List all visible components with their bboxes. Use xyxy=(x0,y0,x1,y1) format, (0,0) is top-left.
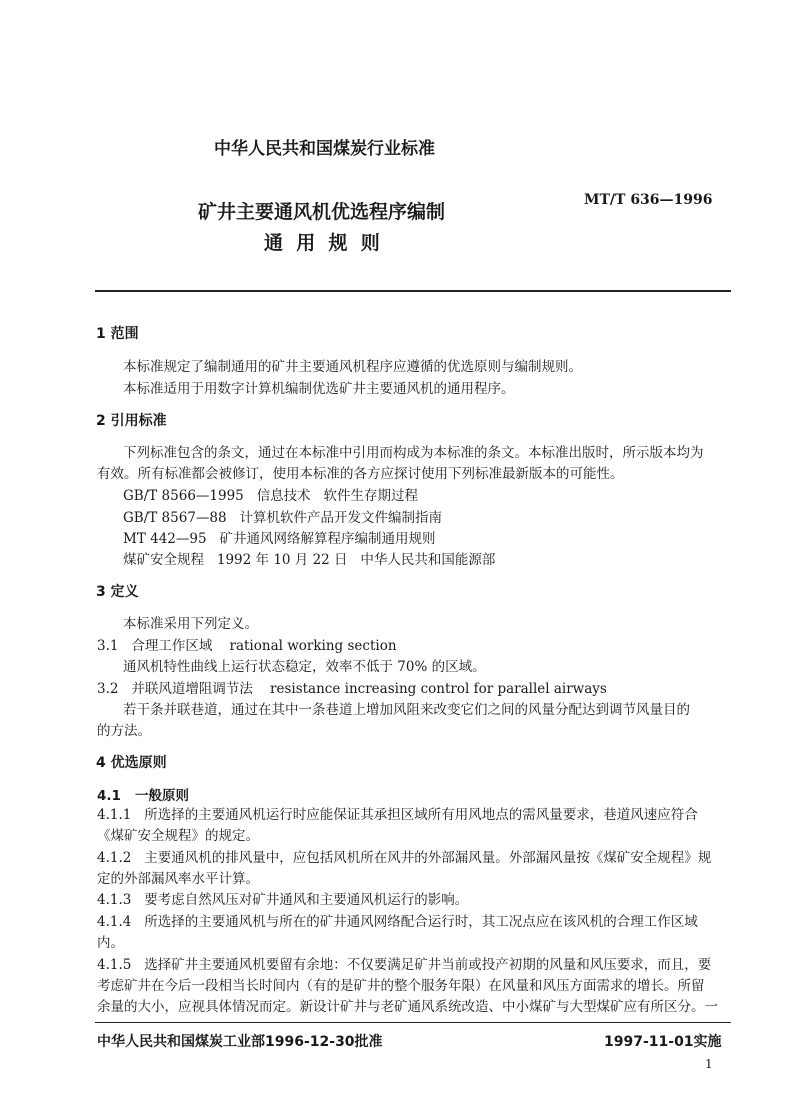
section-2-para-line2: 有效。所有标准都会被修订，使用本标准的各方应探讨使用下列标准最新版本的可能性。 xyxy=(97,466,624,482)
effective-date: 1997-11-01实施 xyxy=(604,1034,722,1050)
section-1-heading: 1 范围 xyxy=(96,326,139,342)
org-title: 中华人民共和国煤炭行业标准 xyxy=(214,139,435,159)
section-2-heading: 2 引用标准 xyxy=(96,413,167,429)
page-number: 1 xyxy=(705,1057,713,1071)
section-3-intro: 本标准采用下列定义。 xyxy=(123,616,258,632)
subsection-4-1-heading: 4.1 一般原则 xyxy=(97,788,190,804)
definition-3-2-line1: 若干条并联巷道，通过在其中一条巷道上增加风阻来改变它们之间的风量分配达到调节风量目的 xyxy=(123,702,690,718)
definition-3-2-title: 3.2 并联风道增阻调节法 resistance increasing control for parallel airways xyxy=(97,681,607,697)
doc-title-line1: 矿井主要通风机优选程序编制 xyxy=(198,201,446,223)
item-4-1-1-line1: 4.1.1 所选择的主要通风机运行时应能保证其承担区域所有用风地点的需风量要求，巷道风速应符合 xyxy=(97,807,698,823)
item-4-1-5-line2: 考虑矿井在今后一段相当长时间内（有的是矿井的整个服务年限）在风量和风压方面需求的增长。所留 xyxy=(97,978,705,994)
item-4-1-2-line1: 4.1.2 主要通风机的排风量中，应包括风机所在风井的外部漏风量。外部漏风量按《煤矿安全规程》规 xyxy=(97,850,712,866)
item-4-1-5-line1: 4.1.5 选择矿井主要通风机要留有余地：不仅要满足矿井当前或投产初期的风量和风压要求，而且，要 xyxy=(97,957,712,973)
item-4-1-2-line2: 定的外部漏风率水平计算。 xyxy=(97,871,259,887)
definition-3-1-text: 通风机特性曲线上运行状态稳定，效率不低于 70% 的区域。 xyxy=(123,659,486,675)
header-divider xyxy=(95,290,731,292)
doc-title-line2: 通 用 规 则 xyxy=(264,232,380,254)
definition-3-1-title: 3.1 合理工作区域 rational working section xyxy=(97,638,397,654)
section-2-para-line1: 下列标准包含的条文，通过在本标准中引用而构成为本标准的条文。本标准出版时，所示版本均为 xyxy=(123,445,704,461)
section-3-heading: 3 定义 xyxy=(96,584,139,600)
section-4-heading: 4 优选原则 xyxy=(96,755,167,771)
section-1-para-1: 本标准规定了编制通用的矿井主要通风机程序应遵循的优选原则与编制规则。 xyxy=(123,359,582,375)
approval-note: 中华人民共和国煤炭工业部1996-12-30批准 xyxy=(97,1034,383,1050)
reference-item: GB/T 8567—88 计算机软件产品开发文件编制指南 xyxy=(123,510,442,526)
reference-item: MT 442—95 矿井通风网络解算程序编制通用规则 xyxy=(123,531,436,547)
item-4-1-4-line2: 内。 xyxy=(97,935,124,951)
item-4-1-3: 4.1.3 要考虑自然风压对矿井通风和主要通风机运行的影响。 xyxy=(97,892,469,908)
reference-item: GB/T 8566—1995 信息技术 软件生存期过程 xyxy=(123,488,419,504)
item-4-1-1-line2: 《煤矿安全规程》的规定。 xyxy=(97,828,259,844)
item-4-1-4-line1: 4.1.4 所选择的主要通风机与所在的矿井通风网络配合运行时，其工况点应在该风机的合理工作区域 xyxy=(97,914,698,930)
reference-item: 煤矿安全规程 1992 年 10 月 22 日 中华人民共和国能源部 xyxy=(123,552,496,568)
definition-3-2-line2: 的方法。 xyxy=(97,723,151,739)
section-1-para-2: 本标准适用于用数字计算机编制优选矿井主要通风机的通用程序。 xyxy=(123,381,515,397)
footer-divider xyxy=(95,1022,731,1023)
standard-number: MT/T 636—1996 xyxy=(584,192,713,208)
item-4-1-5-line3: 余量的大小，应视具体情况而定。新设计矿井与老矿通风系统改造、中小煤矿与大型煤矿应有所区分。一 xyxy=(97,999,718,1015)
